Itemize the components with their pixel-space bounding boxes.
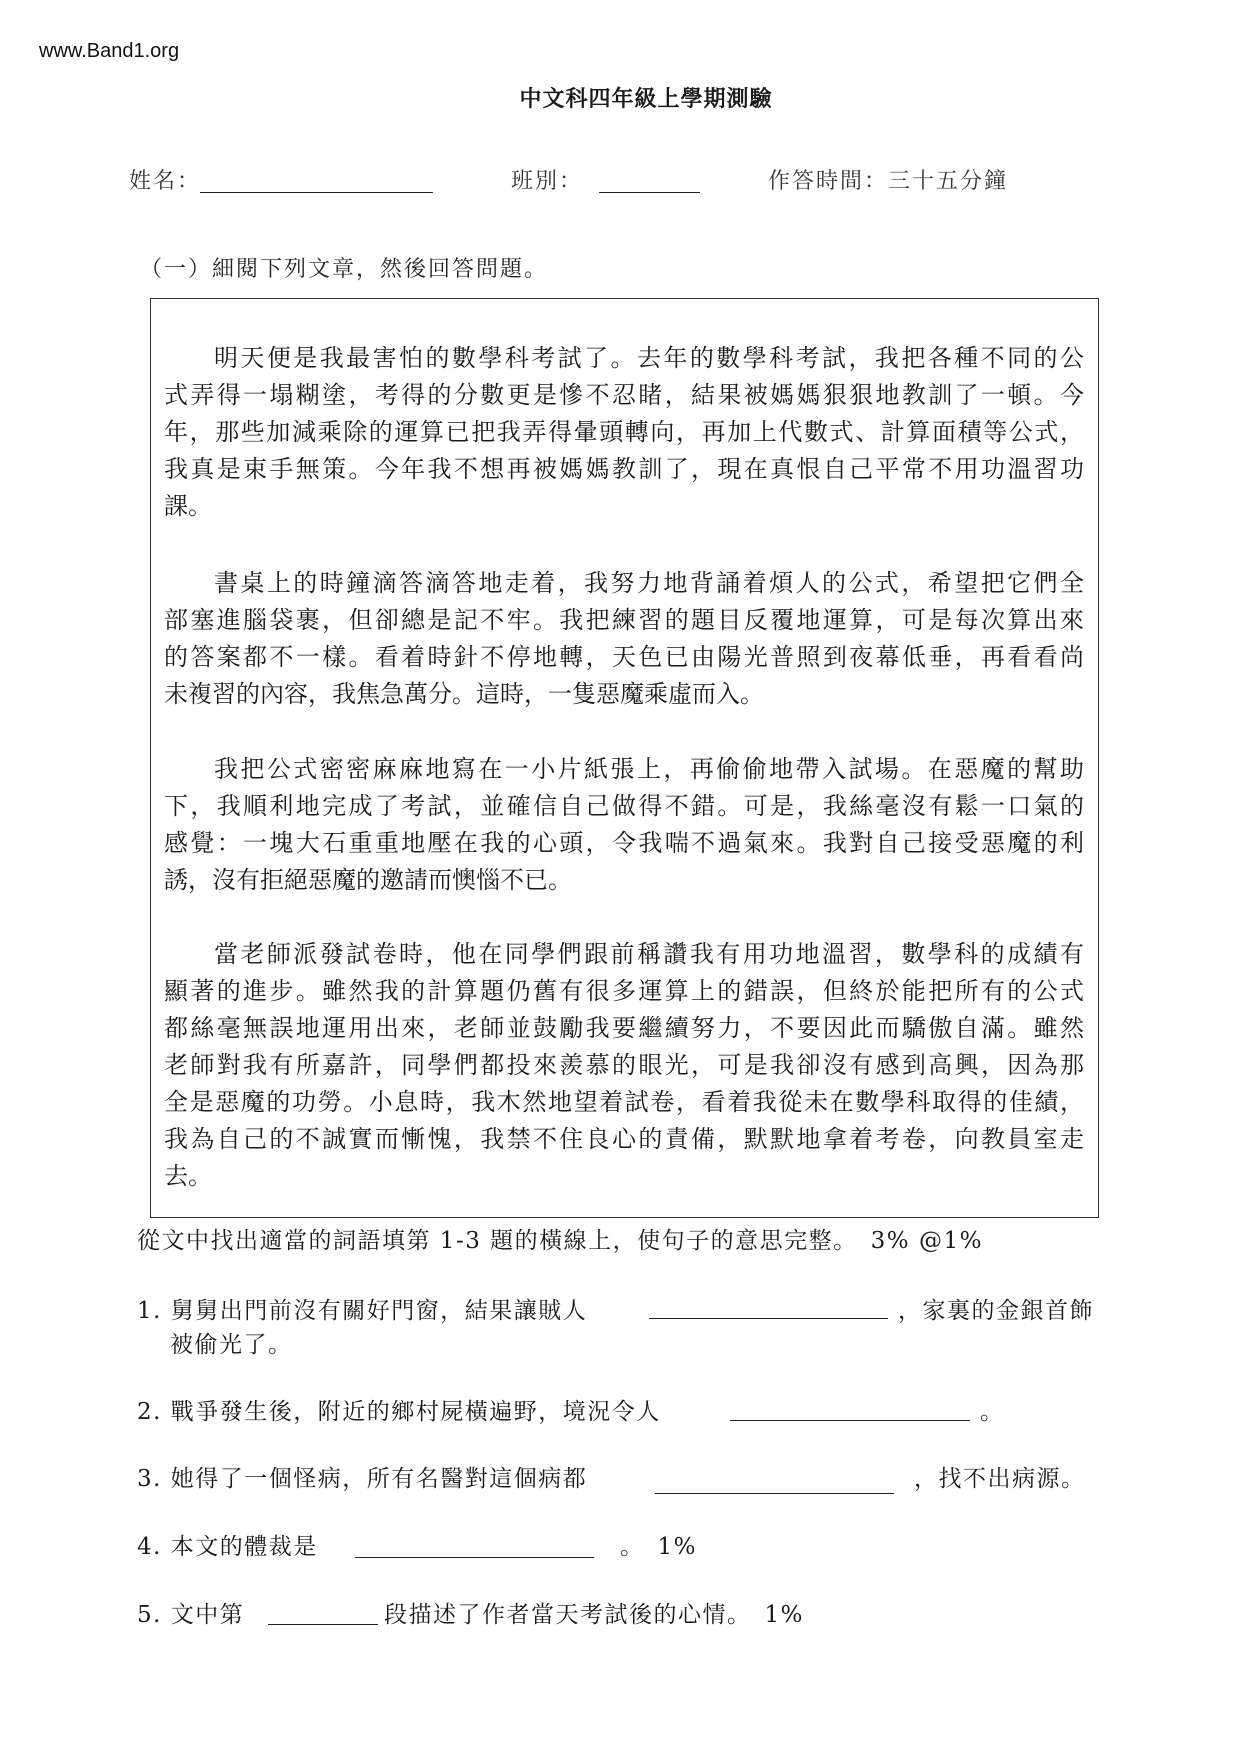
- question-4-after: 。 1%: [620, 1534, 697, 1560]
- answer-blank-1[interactable]: [649, 1318, 888, 1319]
- question-text: 文中第: [170, 1602, 245, 1628]
- passage-line: 下，我順利地完成了考試，並確信自己做得不錯。可是，我絲毫沒有鬆一口氣的: [164, 792, 1084, 820]
- passage-line: 當老師派發試卷時，他在同學們跟前稱讚我有用功地溫習，數學科的成績有: [214, 940, 1084, 968]
- name-label: 姓名：: [129, 169, 202, 194]
- instruction: 從文中找出適當的詞語填第 1-3 題的橫線上，使句子的意思完整。 3% @1%: [137, 1228, 983, 1254]
- passage-line: 顯著的進步。雖然我的計算題仍舊有很多運算上的錯誤，但終於能把所有的公式: [164, 977, 1084, 1005]
- passage-line: 老師對我有所嘉許，同學們都投來羨慕的眼光，可是我卻沒有感到高興，因為那: [164, 1051, 1084, 1079]
- paragraph-2: [164, 565, 1084, 713]
- question-text: 她得了一個怪病，所有名醫對這個病都: [170, 1466, 588, 1492]
- paragraph-1: [164, 340, 1084, 525]
- question-number: 4.: [137, 1534, 162, 1560]
- question-number: 3.: [137, 1466, 162, 1492]
- answer-blank-3[interactable]: [655, 1493, 894, 1494]
- question-text: 舅舅出門前沒有關好門窗，結果讓賊人: [170, 1298, 588, 1324]
- question-text: 本文的體裁是: [170, 1534, 318, 1560]
- passage-line: 部塞進腦袋裹，但卻總是記不牢。我把練習的題目反覆地運算，可是每次算出來: [164, 606, 1084, 634]
- passage-line: 全是惡魔的功勞。小息時，我木然地望着試卷，看着我從未在數學科取得的佳績，: [164, 1088, 1084, 1116]
- passage-line: 去。: [164, 1162, 212, 1190]
- question-1-cont: 被偷光了。: [170, 1332, 293, 1358]
- passage-line: 都絲毫無誤地運用出來，老師並鼓勵我要繼續努力，不要因此而驕傲自滿。雖然: [164, 1014, 1084, 1042]
- paragraph-4: [164, 936, 1084, 1195]
- passage-line: 誘，沒有拒絕惡魔的邀請而懊惱不已。: [164, 866, 572, 894]
- passage-line: 我真是束手無策。今年我不想再被媽媽教訓了，現在真恨自己平常不用功溫習功: [164, 455, 1084, 483]
- passage-line: 式弄得一塌糊塗，考得的分數更是慘不忍睹，結果被媽媽狠狠地教訓了一頓。今: [164, 381, 1084, 409]
- answer-blank-2[interactable]: [730, 1420, 970, 1421]
- page-title: 中文科四年級上學期測驗: [519, 86, 773, 112]
- question-2-after: 。: [980, 1399, 1005, 1425]
- passage-line: 我為自己的不誠實而慚愧，我禁不住良心的責備，默默地拿着考卷，向教員室走: [164, 1125, 1084, 1153]
- passage-line: 我把公式密密麻麻地寫在一小片紙張上，再偷偷地帶入試場。在惡魔的幫助: [214, 755, 1084, 783]
- question-number: 2.: [137, 1399, 162, 1425]
- paragraph-3: [164, 751, 1084, 899]
- question-1-after: ，家裏的金銀首飾: [898, 1298, 1094, 1324]
- question-number: 1.: [137, 1298, 162, 1324]
- passage-line: 年，那些加減乘除的運算已把我弄得暈頭轉向，再加上代數式、計算面積等公式，: [164, 418, 1084, 446]
- passage-line: 明天便是我最害怕的數學科考試了。去年的數學科考試，我把各種不同的公: [214, 344, 1084, 372]
- watermark-url: www.Band1.org: [39, 40, 180, 62]
- class-input[interactable]: [599, 192, 700, 193]
- class-label: 班別：: [511, 169, 584, 194]
- question-3-after: ，找不出病源。: [914, 1466, 1086, 1492]
- question-4: [137, 1528, 318, 1561]
- question-2: [137, 1393, 661, 1426]
- passage-line: 感覺：一塊大石重重地壓在我的心頭，令我喘不過氣來。我對自己接受惡魔的利: [164, 829, 1084, 857]
- name-input[interactable]: [200, 192, 433, 193]
- question-5: [137, 1596, 244, 1629]
- question-text: 戰爭發生後，附近的鄉村屍橫遍野，境況令人: [170, 1399, 661, 1425]
- question-number: 5.: [137, 1602, 162, 1628]
- answer-blank-5[interactable]: [268, 1624, 378, 1625]
- passage-line: 未複習的內容，我焦急萬分。這時，一隻惡魔乘虛而入。: [164, 680, 764, 708]
- passage-line: 的答案都不一樣。看着時針不停地轉，天色已由陽光普照到夜幕低垂，再看看尚: [164, 643, 1084, 671]
- question-3: [137, 1460, 587, 1493]
- passage-line: 書桌上的時鐘滴答滴答地走着，我努力地背誦着煩人的公式，希望把它們全: [214, 569, 1084, 597]
- question-5-after: 段描述了作者當天考試後的心情。 1%: [384, 1602, 804, 1628]
- answer-blank-4[interactable]: [355, 1557, 594, 1558]
- passage-box: [150, 298, 1099, 1218]
- passage-line: 課。: [164, 492, 212, 520]
- time-limit: 作答時間：三十五分鐘: [768, 169, 1009, 194]
- section-heading: （一）細閱下列文章，然後回答問題。: [140, 257, 549, 282]
- question-1: [137, 1292, 587, 1325]
